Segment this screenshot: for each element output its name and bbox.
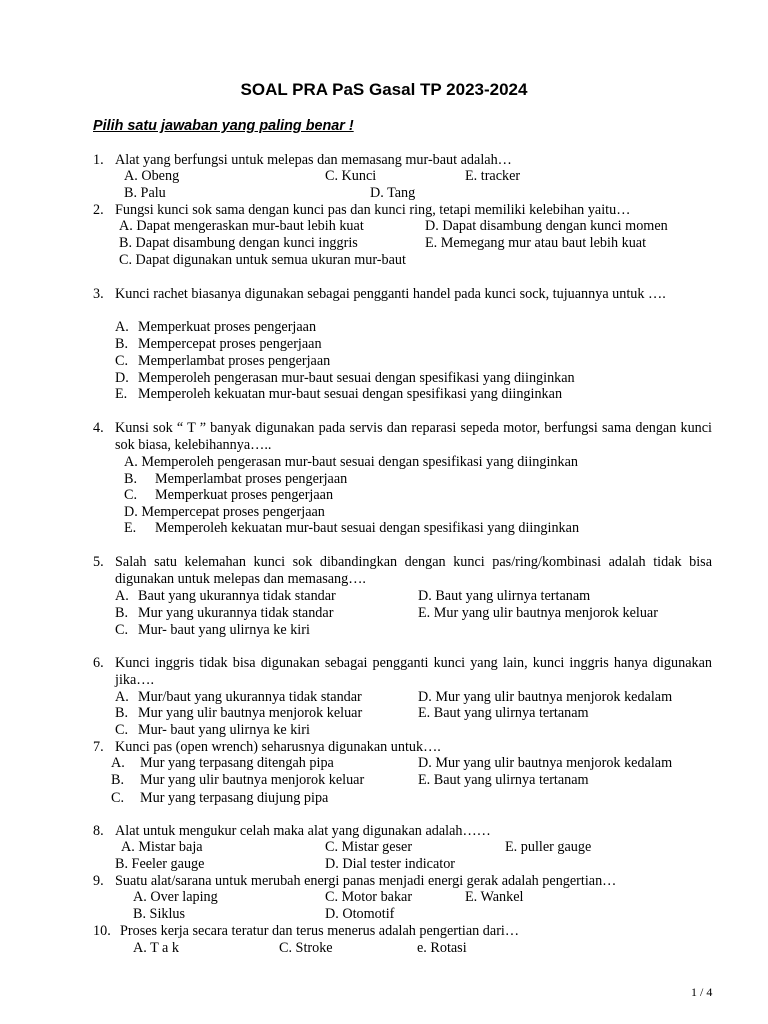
option-a: A. Mistar baja bbox=[121, 839, 203, 855]
question-text: Proses kerja secara teratur dan terus menerus adalah pengertian dari… bbox=[120, 923, 520, 939]
option-text: Mur yang ulir bautnya menjorok keluar bbox=[140, 772, 365, 788]
question-number: 2. bbox=[93, 202, 104, 218]
option-d: D. Mempercepat proses pengerjaan bbox=[124, 504, 325, 520]
option-a: A. Memperoleh pengerasan mur-baut sesuai dengan spesifikasi yang diinginkan bbox=[124, 454, 578, 470]
option-letter: A. bbox=[111, 755, 125, 771]
option-d: D. Baut yang ulirnya tertanam bbox=[418, 588, 591, 604]
question-text: Alat untuk mengukur celah maka alat yang digunakan adalah…… bbox=[115, 823, 491, 839]
option-letter: B. bbox=[115, 705, 129, 721]
option-letter: C. bbox=[111, 790, 125, 806]
question-text: Kunci rachet biasanya digunakan sebagai pengganti handel pada kunci sock, tujuannya untuk …. bbox=[115, 286, 666, 302]
option-b: B. Siklus bbox=[133, 906, 186, 922]
option-text: Mur yang terpasang ditengah pipa bbox=[140, 755, 334, 771]
option-d: D. Mur yang ulir bautnya menjorok kedalam bbox=[418, 755, 673, 771]
option-d: D. Dapat disambung dengan kunci momen bbox=[425, 218, 668, 234]
option-a: A. Obeng bbox=[124, 168, 180, 184]
option-e: E. Baut yang ulirnya tertanam bbox=[418, 705, 589, 721]
option-letter: A. bbox=[115, 319, 129, 335]
option-e: e. Rotasi bbox=[417, 940, 467, 956]
option-letter: B. bbox=[111, 772, 125, 788]
option-e: E. tracker bbox=[465, 168, 521, 184]
option-text: Mur- baut yang ulirnya ke kiri bbox=[138, 722, 310, 738]
option-letter: D. bbox=[115, 370, 129, 386]
option-d: D. Otomotif bbox=[325, 906, 395, 922]
question-text: Fungsi kunci sok sama dengan kunci pas dan kunci ring, tetapi memiliki kelebihan yaitu… bbox=[115, 202, 631, 218]
option-e: E. Mur yang ulir bautnya menjorok keluar bbox=[418, 605, 658, 621]
option-text: Mempercepat proses pengerjaan bbox=[138, 336, 322, 352]
option-c: C. Stroke bbox=[279, 940, 333, 956]
option-text: Mur- baut yang ulirnya ke kiri bbox=[138, 622, 310, 638]
option-text: Memperoleh pengerasan mur-baut sesuai dengan spesifikasi yang diinginkan bbox=[138, 370, 575, 386]
option-text: Mur yang ukurannya tidak standar bbox=[138, 605, 334, 621]
option-a: A. Dapat mengeraskan mur-baut lebih kuat bbox=[119, 218, 364, 234]
option-c: C. Kunci bbox=[325, 168, 377, 184]
option-text: Memperkuat proses pengerjaan bbox=[155, 487, 334, 503]
option-letter: C. bbox=[115, 353, 129, 369]
question-text: Kunci pas (open wrench) seharusnya digunakan untuk…. bbox=[115, 739, 441, 755]
option-letter: C. bbox=[115, 722, 129, 738]
page-title: SOAL PRA PaS Gasal TP 2023-2024 bbox=[240, 80, 528, 99]
option-c: C. Motor bakar bbox=[325, 889, 413, 905]
option-b: B. Dapat disambung dengan kunci inggris bbox=[119, 235, 358, 251]
question-number: 4. bbox=[93, 420, 104, 436]
option-text: Mur/baut yang ukurannya tidak standar bbox=[138, 689, 362, 705]
option-text: Mur yang terpasang diujung pipa bbox=[140, 790, 329, 806]
question-text: Kunsi sok “ T ” banyak digunakan pada servis dan reparasi sepeda motor, berfungsi sama dengan kunci sok biasa, kelebihannya….. bbox=[115, 420, 712, 453]
option-letter: B. bbox=[124, 471, 138, 487]
question-text: Kunci inggris tidak bisa digunakan sebagai pengganti kunci yang lain, kunci inggris hanya digunakan jika…. bbox=[115, 655, 712, 688]
option-letter: B. bbox=[115, 605, 129, 621]
option-letter: A. bbox=[115, 588, 129, 604]
option-c: C. Mistar geser bbox=[325, 839, 413, 855]
question-number: 10. bbox=[93, 923, 111, 939]
question-text: Suatu alat/sarana untuk merubah energi panas menjadi energi gerak adalah pengertian… bbox=[115, 873, 617, 889]
option-e: E. Baut yang ulirnya tertanam bbox=[418, 772, 589, 788]
option-a: A. T a k bbox=[133, 940, 179, 956]
option-e: E. puller gauge bbox=[505, 839, 592, 855]
option-d: D. Mur yang ulir bautnya menjorok kedalam bbox=[418, 689, 673, 705]
question-number: 1. bbox=[93, 152, 104, 168]
option-e: E. Memegang mur atau baut lebih kuat bbox=[425, 235, 647, 251]
question-text: Salah satu kelemahan kunci sok dibandingkan dengan kunci pas/ring/kombinasi adalah tidak bisa digunakan untuk melepas dan memasang…. bbox=[115, 554, 712, 587]
question-number: 6. bbox=[93, 655, 104, 671]
option-letter: E. bbox=[115, 386, 128, 402]
question-number: 5. bbox=[93, 554, 104, 570]
question-number: 8. bbox=[93, 823, 104, 839]
option-e: E. Wankel bbox=[465, 889, 524, 905]
option-text: Memperoleh kekuatan mur-baut sesuai dengan spesifikasi yang diinginkan bbox=[155, 520, 580, 536]
instruction: Pilih satu jawaban yang paling benar ! bbox=[93, 118, 354, 134]
option-text: Memperlambat proses pengerjaan bbox=[155, 471, 348, 487]
option-a: A. Over laping bbox=[133, 889, 218, 905]
option-b: B. Feeler gauge bbox=[115, 856, 205, 872]
option-letter: A. bbox=[115, 689, 129, 705]
option-text: Memperlambat proses pengerjaan bbox=[138, 353, 331, 369]
question-number: 7. bbox=[93, 739, 104, 755]
page-number: 1 / 4 bbox=[691, 985, 713, 999]
option-d: D. Tang bbox=[370, 185, 416, 201]
question-text: Alat yang berfungsi untuk melepas dan memasang mur-baut adalah… bbox=[115, 152, 512, 168]
option-text: Mur yang ulir bautnya menjorok keluar bbox=[138, 705, 363, 721]
option-d: D. Dial tester indicator bbox=[325, 856, 456, 872]
option-letter: B. bbox=[115, 336, 129, 352]
option-letter: C. bbox=[115, 622, 129, 638]
option-c: C. Dapat digunakan untuk semua ukuran mur-baut bbox=[119, 252, 406, 268]
option-letter: E. bbox=[124, 520, 137, 536]
option-text: Baut yang ukurannya tidak standar bbox=[138, 588, 336, 604]
option-b: B. Palu bbox=[124, 185, 166, 201]
question-number: 3. bbox=[93, 286, 104, 302]
option-text: Memperkuat proses pengerjaan bbox=[138, 319, 317, 335]
option-letter: C. bbox=[124, 487, 138, 503]
question-number: 9. bbox=[93, 873, 104, 889]
option-text: Memperoleh kekuatan mur-baut sesuai dengan spesifikasi yang diinginkan bbox=[138, 386, 563, 402]
